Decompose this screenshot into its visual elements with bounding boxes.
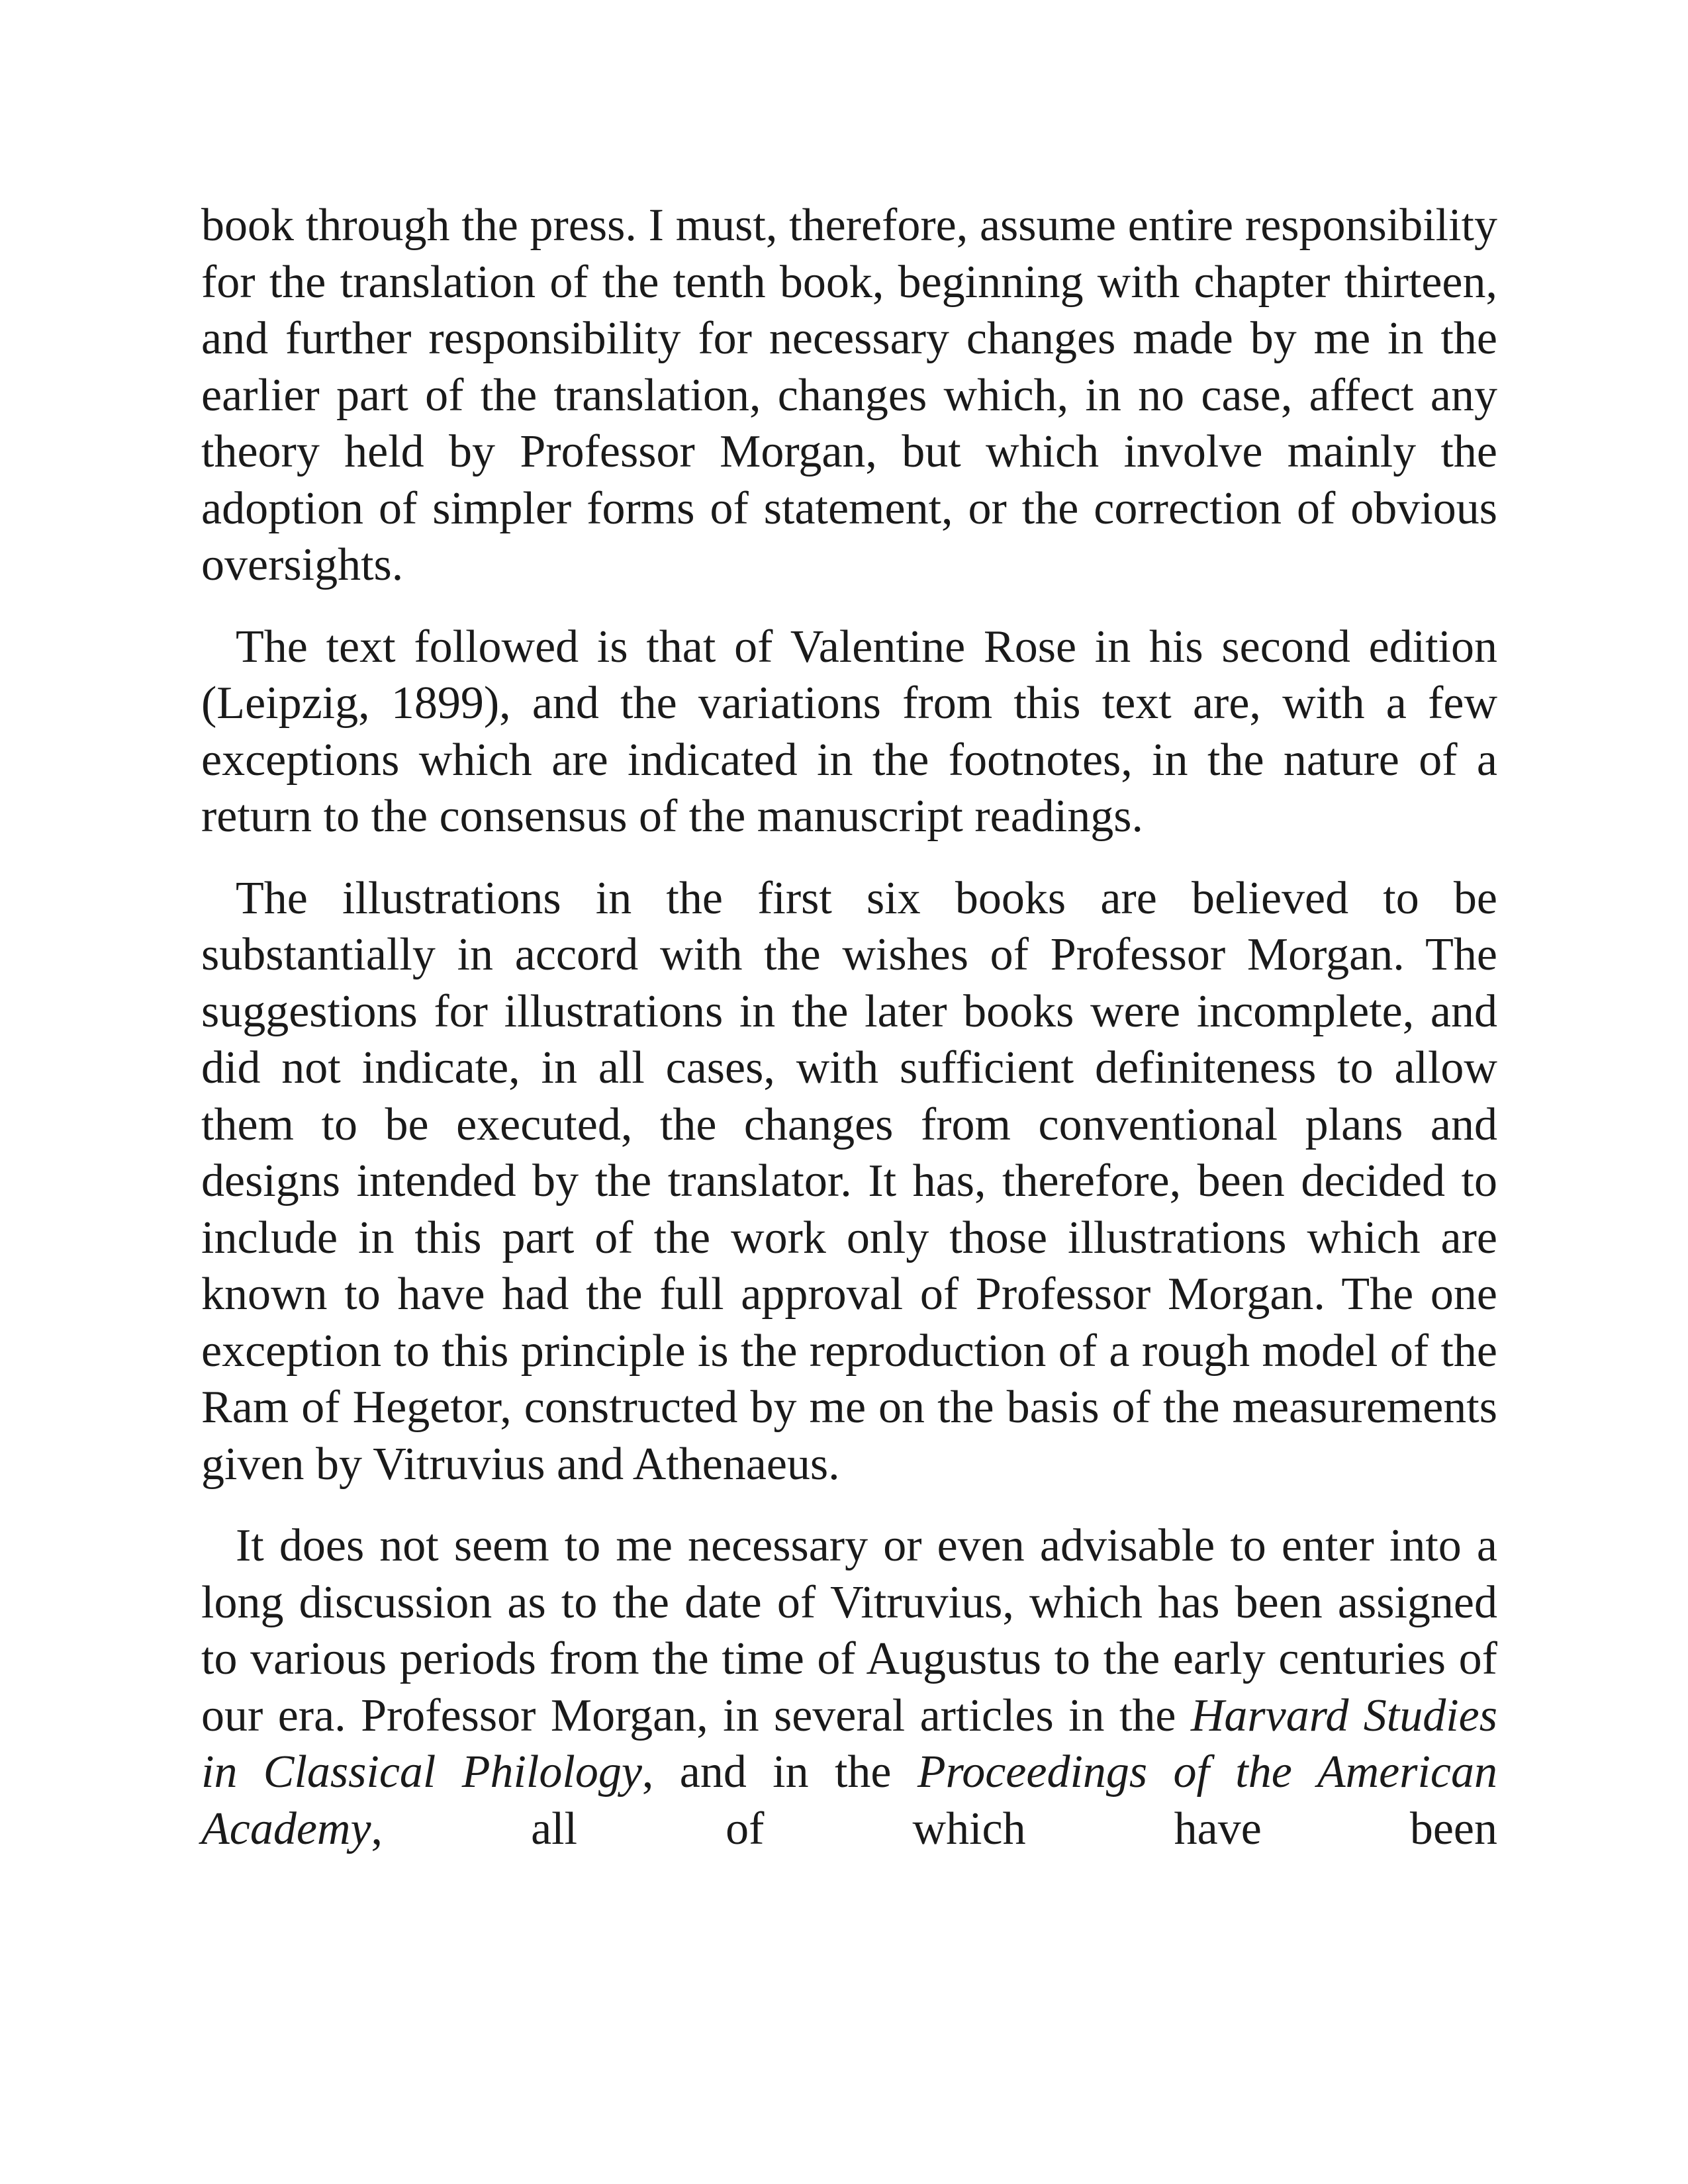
paragraph-2: The text followed is that of Valentine Rose in his second edition (Leipzig, 1899), and the variations from this text are, with a few exceptions which are indicated in the footnotes, in the nature of a return to the consensus of the manuscript readings.: [201, 621, 1497, 842]
paragraph-4-text-a: It does not seem to me necessary or even advisable to enter into a long discussion as to the date of Vitruvius, which has been assigned to various periods from the time of Augustus to the early centuries of our era. Professor Morgan, in several articles in the: [201, 1520, 1497, 1741]
paragraph-4: [201, 1518, 1497, 1857]
paragraph-4-text-c: , all of which have been: [371, 1803, 1497, 1854]
paragraph-1: book through the press. I must, therefore, assume entire responsibility for the translation of the tenth book, beginning with chapter thirteen, and further responsibility for necessary changes made by me in the earlier part of the translation, changes which, in no case, affect any theory held by Professor Morgan, but which involve mainly the adoption of simpler forms of statement, or the correction of obvious oversights.: [201, 200, 1497, 590]
paragraph-4-text-b: , and in the: [641, 1747, 917, 1797]
journal-title-proceedings: Proceedings of the American Academy: [201, 1747, 1497, 1854]
paragraph-3: The illustrations in the first six books are believed to be substantially in accord with the wishes of Professor Morgan. The suggestions for illustrations in the later books were incomplete, and did not indicate, in all cases, with sufficient definiteness to allow them to be executed, the changes from conventional plans and designs intended by the translator. It has, therefore, been decided to include in this part of the work only those illustrations which are known to have had the full approval of Professor Morgan. The one exception to this principle is the reproduction of a rough model of the Ram of Hegetor, constructed by me on the basis of the measurements given by Vitruvius and Athenaeus.: [201, 872, 1497, 1490]
body-text: [201, 197, 1497, 1857]
journal-title-harvard-studies: Harvard Studies in Classical Philology: [201, 1690, 1497, 1797]
